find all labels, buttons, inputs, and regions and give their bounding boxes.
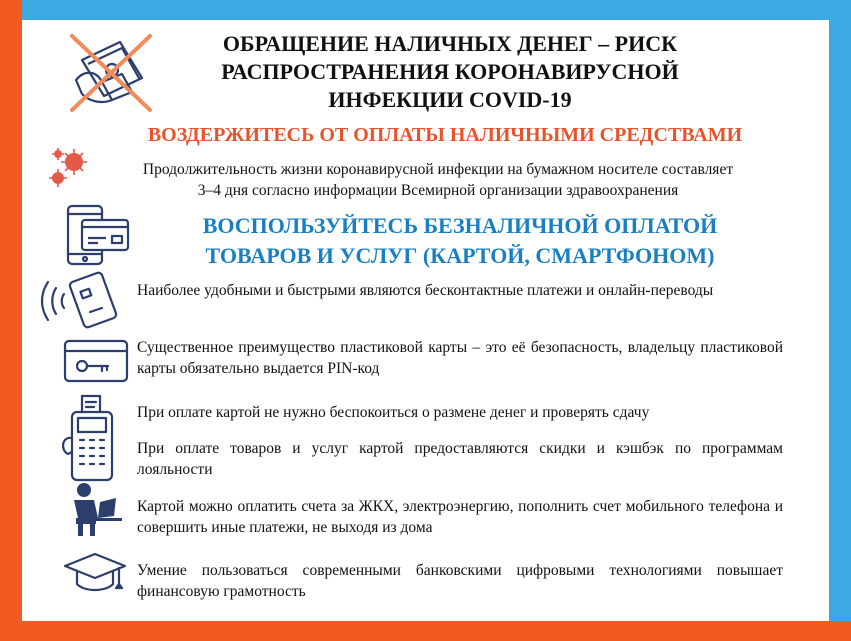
- advice-headline-line-1: ВОСПОЛЬЗУЙТЕСЬ БЕЗНАЛИЧНОЙ ОПЛАТОЙ: [202, 213, 718, 238]
- warning-note-line-2: 3–4 дня согласно информации Всемирной организации здравоохранения: [197, 182, 679, 199]
- title-line-2: РАСПРОСТРАНЕНИЯ КОРОНАВИРУСНОЙ: [221, 59, 679, 84]
- title-line-3: ИНФЕКЦИИ COVID-19: [328, 87, 572, 112]
- card-key-icon: [62, 338, 130, 384]
- page-title: [190, 30, 710, 114]
- advice-item-1: Наиболее удобными и быстрыми являются бесконтактные платежи и онлайн-переводы: [137, 282, 714, 299]
- frame-bottom-stripe: [0, 621, 851, 641]
- payment-terminal-icon: [58, 392, 124, 484]
- person-laptop-icon: [64, 480, 124, 538]
- warning-note-line-1: Продолжительность жизни коронавирусной инфекции на бумажном носителе составляет: [142, 161, 734, 178]
- advice-item-3: При оплате картой не нужно беспокоиться о размене денег и проверять сдачу: [137, 404, 650, 421]
- advice-headline-line-2: ТОВАРОВ И УСЛУГ (КАРТОЙ, СМАРТФОНОМ): [205, 243, 715, 268]
- advice-item-4: При оплате товаров и услуг картой предоставляются скидки и кэшбэк по программам лояльности: [137, 440, 783, 478]
- frame-right-stripe: [829, 0, 851, 641]
- advice-headline: [130, 211, 790, 271]
- title-line-1: ОБРАЩЕНИЕ НАЛИЧНЫХ ДЕНЕГ – РИСК: [222, 31, 678, 56]
- warning-note: [88, 159, 788, 201]
- advice-item-5: Картой можно оплатить счета за ЖКХ, электроэнергию, пополнить счет мобильного телефона и совершить иные платежи, не выходя из дома: [137, 498, 783, 536]
- contactless-card-icon: [38, 270, 126, 330]
- frame-top-stripe: [20, 0, 851, 20]
- warning-headline: ВОЗДЕРЖИТЕСЬ ОТ ОПЛАТЫ НАЛИЧНЫМИ СРЕДСТВАМИ: [147, 124, 743, 146]
- smartphone-card-icon: [64, 204, 134, 266]
- frame-left-stripe: [0, 0, 22, 641]
- crossed-cash-icon: [62, 30, 162, 115]
- graduation-cap-icon: [62, 550, 128, 598]
- frame-corner: [0, 0, 22, 22]
- advice-item-6: Умение пользоваться современными банковскими цифровыми технологиями повышает финансовую грамотность: [137, 562, 783, 600]
- advice-item-2: Существенное преимущество пластиковой карты – это её безопасность, владельцу пластиковой карты обязательно выдается PIN-код: [137, 339, 783, 377]
